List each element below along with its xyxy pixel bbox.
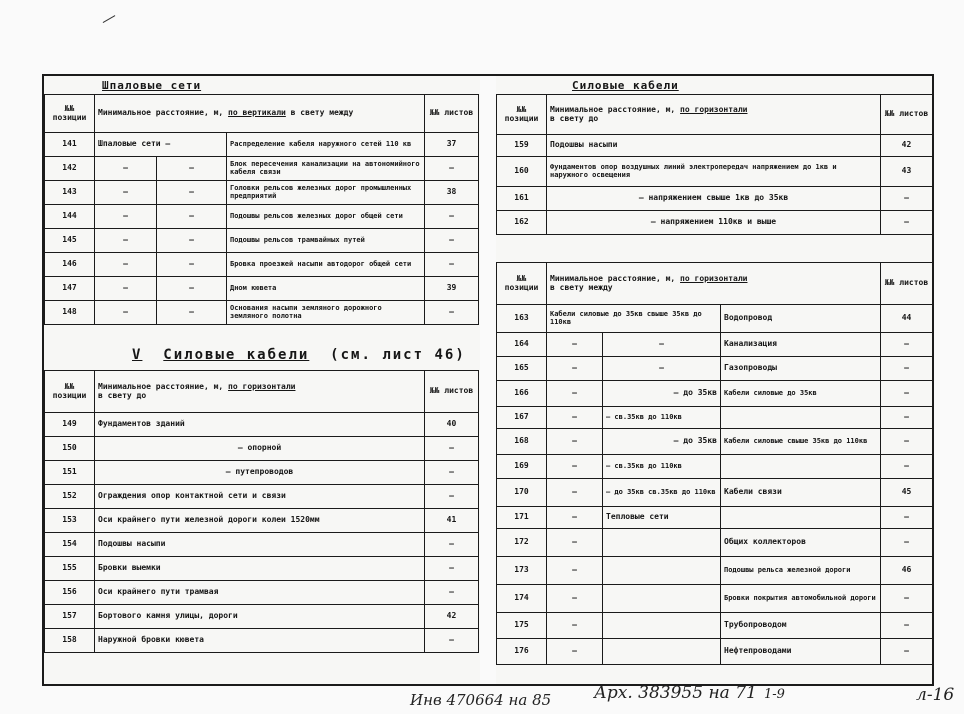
row-num: 151 <box>45 461 95 485</box>
row-col-c: Газопроводы <box>721 357 881 381</box>
table-row <box>45 181 479 205</box>
row-num: 146 <box>45 253 95 277</box>
header-num: №№ позиции <box>497 263 547 305</box>
row-text: Оси крайнего пути железной дороги колеи 1520мм <box>95 509 425 533</box>
row-col-b <box>603 639 721 665</box>
row-sheet: — <box>425 557 479 581</box>
row-detail: Бровка проезжей насыпи автодорог общей сети <box>227 253 425 277</box>
row-num: 144 <box>45 205 95 229</box>
header-num: №№ позиции <box>497 95 547 135</box>
row-sheet: — <box>881 381 933 407</box>
row-col-a: — <box>547 429 603 455</box>
row-num: 145 <box>45 229 95 253</box>
table-row <box>497 407 933 429</box>
row-text: — опорной <box>95 437 425 461</box>
drawing-sheet <box>42 74 934 686</box>
row-sheet: 45 <box>881 479 933 507</box>
row-sheet: — <box>881 187 933 211</box>
table-row <box>45 533 479 557</box>
header-sheet: №№ листов <box>881 263 933 305</box>
table-row <box>497 135 933 157</box>
row-col-a: — <box>547 479 603 507</box>
table-header-row <box>497 95 933 135</box>
table-row <box>497 613 933 639</box>
row-col-a: — <box>95 157 157 181</box>
power-cables-between-table <box>496 262 933 665</box>
table-row <box>45 509 479 533</box>
table-row <box>45 413 479 437</box>
row-col-b: — <box>157 205 227 229</box>
table-row <box>45 133 479 157</box>
table-row <box>45 229 479 253</box>
row-col-a: Шпаловые сети — <box>95 133 227 157</box>
row-sheet: — <box>881 507 933 529</box>
row-col-a: Кабели силовые до 35кв свыше 35кв до 110кв <box>547 305 721 333</box>
row-sheet: — <box>425 229 479 253</box>
row-col-c: Кабели связи <box>721 479 881 507</box>
row-detail: Головки рельсов железных дорог промышленных предприятий <box>227 181 425 205</box>
row-text: Наружной бровки кювета <box>95 629 425 653</box>
row-sheet: — <box>425 485 479 509</box>
row-col-a: — <box>95 301 157 325</box>
row-col-c: Трубопроводом <box>721 613 881 639</box>
row-sheet: — <box>425 253 479 277</box>
row-detail: Основания насыпи земляного дорожного земляного полотна <box>227 301 425 325</box>
heat-networks-table <box>44 94 479 325</box>
row-col-a: — <box>547 557 603 585</box>
row-col-a: — <box>95 229 157 253</box>
row-sheet: — <box>881 211 933 235</box>
row-sheet: — <box>425 461 479 485</box>
row-sheet: 44 <box>881 305 933 333</box>
row-num: 167 <box>497 407 547 429</box>
row-text: Бортового камня улицы, дороги <box>95 605 425 629</box>
row-num: 175 <box>497 613 547 639</box>
row-num: 152 <box>45 485 95 509</box>
row-sheet: 42 <box>881 135 933 157</box>
column-gap <box>480 76 496 684</box>
table-row <box>497 429 933 455</box>
table-row <box>45 581 479 605</box>
row-col-a: — <box>95 277 157 301</box>
table-row <box>45 157 479 181</box>
row-sheet: — <box>881 407 933 429</box>
row-num: 173 <box>497 557 547 585</box>
row-text: Подошвы насыпи <box>547 135 881 157</box>
row-col-a: — <box>547 407 603 429</box>
row-num: 147 <box>45 277 95 301</box>
row-sheet: 41 <box>425 509 479 533</box>
row-num: 162 <box>497 211 547 235</box>
row-col-b: — <box>157 157 227 181</box>
power-cables-right-table <box>496 94 933 235</box>
header-desc: Минимальное расстояние, м, по горизонтали в свету до <box>95 371 425 413</box>
table-row <box>497 333 933 357</box>
row-sheet: — <box>425 581 479 605</box>
row-num: 156 <box>45 581 95 605</box>
table-row <box>45 557 479 581</box>
row-sheet: — <box>425 205 479 229</box>
pen-mark <box>103 15 120 30</box>
row-sheet: — <box>881 333 933 357</box>
row-sheet: 43 <box>881 157 933 187</box>
row-col-b: — <box>157 301 227 325</box>
row-detail: Дном кювета <box>227 277 425 301</box>
row-num: 150 <box>45 437 95 461</box>
table-row <box>497 557 933 585</box>
row-detail: Распределение кабеля наружного сетей 110 кв <box>227 133 425 157</box>
table-row <box>45 205 479 229</box>
row-col-c: Кабели силовые до 35кв <box>721 381 881 407</box>
row-text: Бровки выемки <box>95 557 425 581</box>
header-desc: Минимальное расстояние, м, по горизонтали в свету до <box>547 95 881 135</box>
row-col-a: — <box>547 333 603 357</box>
row-col-b: — <box>157 181 227 205</box>
table-row <box>45 485 479 509</box>
table-row <box>497 455 933 479</box>
section-title-power-cables-right: Силовые кабели <box>572 79 679 92</box>
table-header-row <box>45 95 479 133</box>
row-col-b: — <box>603 333 721 357</box>
row-text: — путепроводов <box>95 461 425 485</box>
row-num: 171 <box>497 507 547 529</box>
row-sheet: — <box>425 301 479 325</box>
row-col-a: — <box>547 507 603 529</box>
row-col-c <box>721 455 881 479</box>
row-sheet: — <box>425 157 479 181</box>
table-row <box>497 157 933 187</box>
row-col-b: — до 35кв св.35кв до 110кв <box>603 479 721 507</box>
table-row <box>497 211 933 235</box>
header-desc: Минимальное расстояние, м, по горизонтали в свету между <box>547 263 881 305</box>
row-col-c <box>721 407 881 429</box>
row-num: 158 <box>45 629 95 653</box>
row-sheet: — <box>881 585 933 613</box>
row-num: 159 <box>497 135 547 157</box>
table-row <box>45 253 479 277</box>
power-cables-left-table <box>44 370 479 653</box>
row-col-b: — <box>157 229 227 253</box>
table-row <box>497 479 933 507</box>
row-sheet: — <box>881 429 933 455</box>
row-num: 142 <box>45 157 95 181</box>
row-num: 148 <box>45 301 95 325</box>
row-num: 154 <box>45 533 95 557</box>
row-col-c: Кабели силовые свыше 35кв до 110кв <box>721 429 881 455</box>
row-text: Фундаментов зданий <box>95 413 425 437</box>
header-desc: Минимальное расстояние, м, по вертикали в свету между <box>95 95 425 133</box>
row-sheet: — <box>425 629 479 653</box>
row-col-c: Общих коллекторов <box>721 529 881 557</box>
row-text: Ограждения опор контактной сети и связи <box>95 485 425 509</box>
section-title-power-cables-left: V Силовые кабели (см. лист 46) <box>132 347 466 363</box>
table-row <box>497 585 933 613</box>
row-sheet: — <box>425 437 479 461</box>
row-sheet: — <box>881 529 933 557</box>
row-col-b: — св.35кв до 110кв <box>603 455 721 479</box>
table-row <box>45 605 479 629</box>
table-row <box>45 437 479 461</box>
row-col-c: Водопровод <box>721 305 881 333</box>
row-col-a: — <box>547 585 603 613</box>
row-sheet: 39 <box>425 277 479 301</box>
row-detail: Подошвы рельсов трамвайных путей <box>227 229 425 253</box>
row-col-a: — <box>95 181 157 205</box>
row-sheet: 37 <box>425 133 479 157</box>
row-col-b <box>603 557 721 585</box>
row-num: 157 <box>45 605 95 629</box>
row-num: 170 <box>497 479 547 507</box>
row-col-a: — <box>95 205 157 229</box>
row-text: Фундаментов опор воздушных линий электропередач напряжением до 1кв и наружного освещения <box>547 157 881 187</box>
header-num: №№ позиции <box>45 95 95 133</box>
table-header-row <box>45 371 479 413</box>
table-row <box>497 639 933 665</box>
table-row <box>45 629 479 653</box>
row-col-b: — <box>157 277 227 301</box>
table-row <box>45 277 479 301</box>
row-col-a: — <box>547 455 603 479</box>
row-col-a: — <box>547 613 603 639</box>
table-row <box>497 305 933 333</box>
archive-stamp: Арх. 383955 на 71 <box>594 683 757 703</box>
table-row <box>497 507 933 529</box>
row-num: 166 <box>497 381 547 407</box>
table-row <box>45 461 479 485</box>
table-row <box>45 301 479 325</box>
row-sheet: — <box>881 613 933 639</box>
row-sheet: — <box>425 533 479 557</box>
header-sheet: №№ листов <box>425 371 479 413</box>
row-col-a: — <box>95 253 157 277</box>
row-num: 176 <box>497 639 547 665</box>
row-num: 163 <box>497 305 547 333</box>
row-col-a: — <box>547 357 603 381</box>
row-col-c <box>721 507 881 529</box>
section-title-heat-networks: Шпаловые сети <box>102 79 202 92</box>
row-num: 169 <box>497 455 547 479</box>
row-sheet: — <box>881 639 933 665</box>
row-col-b <box>603 585 721 613</box>
header-sheet: №№ листов <box>881 95 933 135</box>
row-text: Подошвы насыпи <box>95 533 425 557</box>
row-sheet: — <box>881 455 933 479</box>
row-col-a: — <box>547 381 603 407</box>
sheet-ref-stamp: л-16 <box>916 685 955 705</box>
row-detail: Блок пересечения канализации на автономийного кабеля связи <box>227 157 425 181</box>
row-col-b: — до 35кв <box>603 429 721 455</box>
row-sheet: — <box>881 357 933 381</box>
header-sheet: №№ листов <box>425 95 479 133</box>
row-num: 165 <box>497 357 547 381</box>
row-num: 160 <box>497 157 547 187</box>
row-col-a: — <box>547 529 603 557</box>
table-row <box>497 529 933 557</box>
row-num: 164 <box>497 333 547 357</box>
table-header-row <box>497 263 933 305</box>
row-col-c: Нефтепроводами <box>721 639 881 665</box>
row-col-a: — <box>547 639 603 665</box>
row-num: 155 <box>45 557 95 581</box>
row-text: — напряжением 110кв и выше <box>547 211 881 235</box>
row-num: 161 <box>497 187 547 211</box>
row-col-b <box>603 529 721 557</box>
row-col-b: — <box>157 253 227 277</box>
row-col-b <box>603 613 721 639</box>
row-col-c: Бровки покрытия автомобильной дороги <box>721 585 881 613</box>
row-col-c: Подошвы рельса железной дороги <box>721 557 881 585</box>
row-col-b: Тепловые сети <box>603 507 721 529</box>
row-text: Оси крайнего пути трамвая <box>95 581 425 605</box>
header-num: №№ позиции <box>45 371 95 413</box>
row-col-b: — до 35кв <box>603 381 721 407</box>
row-num: 174 <box>497 585 547 613</box>
row-col-b: — <box>603 357 721 381</box>
inventory-stamp: Инв 470664 на 85 <box>410 691 552 709</box>
table-row <box>497 357 933 381</box>
row-detail: Подошвы рельсов железных дорог общей сети <box>227 205 425 229</box>
row-num: 153 <box>45 509 95 533</box>
row-sheet: 42 <box>425 605 479 629</box>
table-row <box>497 381 933 407</box>
row-num: 172 <box>497 529 547 557</box>
row-num: 168 <box>497 429 547 455</box>
code-stamp: 1-9 <box>764 687 785 702</box>
row-col-b: — св.35кв до 110кв <box>603 407 721 429</box>
row-sheet: 40 <box>425 413 479 437</box>
row-text: — напряжением свыше 1кв до 35кв <box>547 187 881 211</box>
row-num: 141 <box>45 133 95 157</box>
row-num: 149 <box>45 413 95 437</box>
row-sheet: 38 <box>425 181 479 205</box>
row-col-c: Канализация <box>721 333 881 357</box>
row-num: 143 <box>45 181 95 205</box>
row-sheet: 46 <box>881 557 933 585</box>
table-row <box>497 187 933 211</box>
